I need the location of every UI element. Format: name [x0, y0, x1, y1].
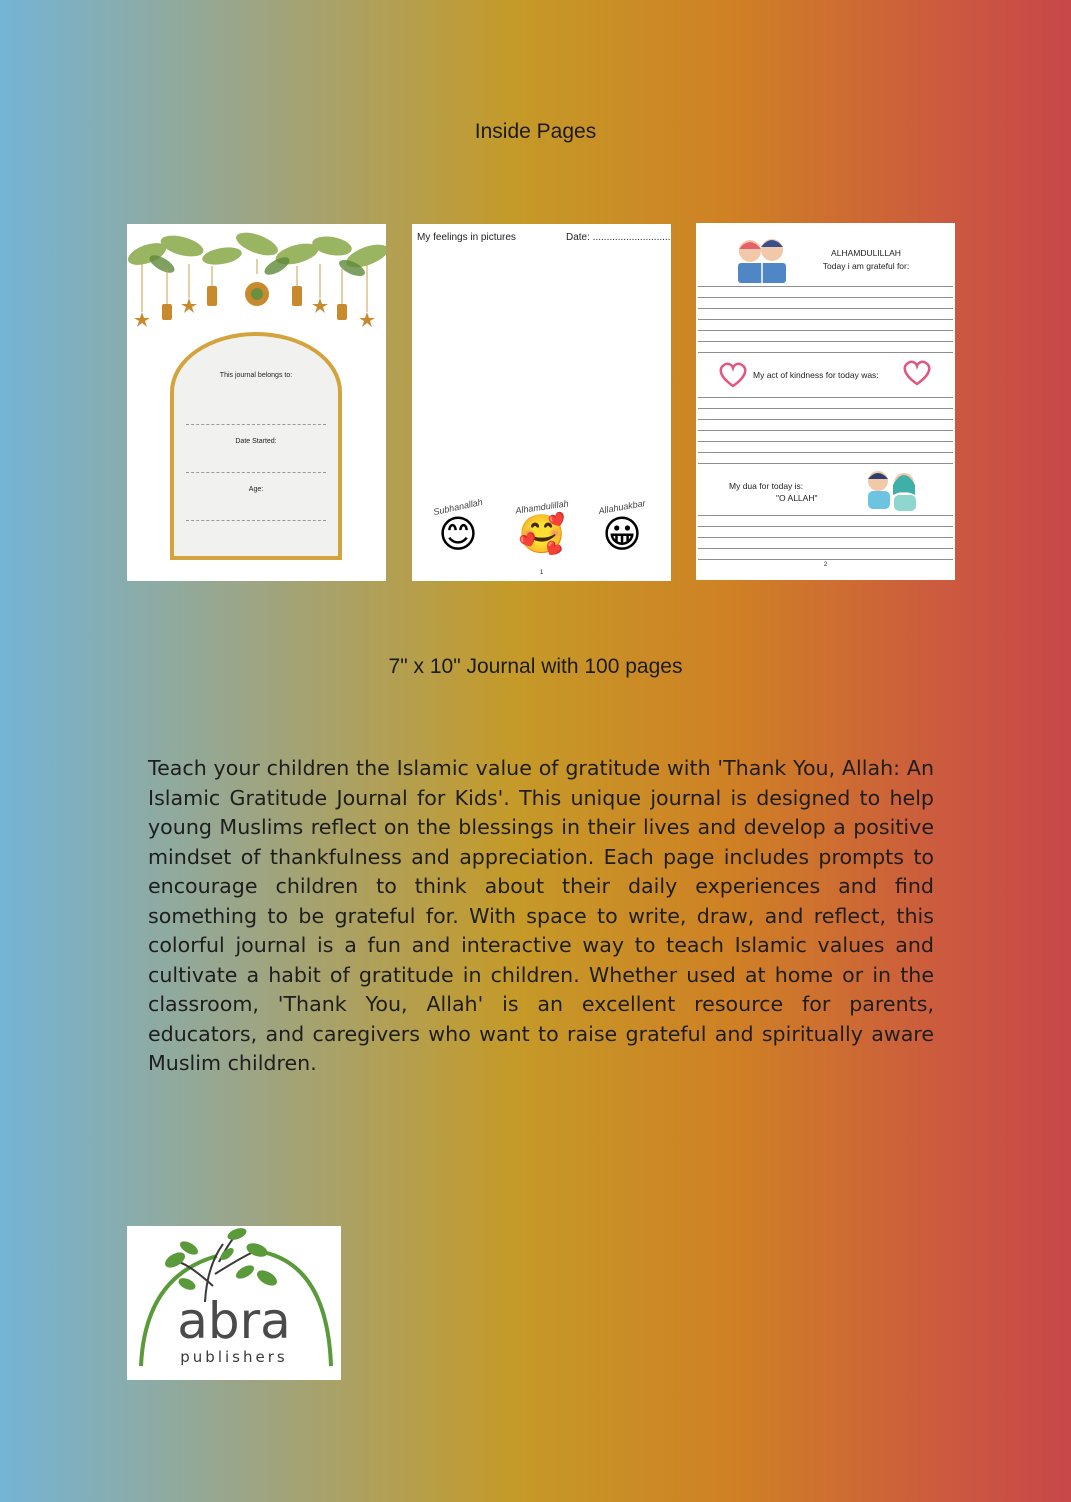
- gratitude-subtitle: Today i am grateful for:: [822, 261, 910, 271]
- children-praying-illustration: [862, 467, 922, 513]
- inside-page-gratitude: [696, 223, 955, 580]
- writing-lines: [698, 397, 953, 474]
- kindness-label: My act of kindness for today was:: [753, 370, 879, 380]
- heart-icon: [716, 359, 750, 389]
- leaf-garland-with-lanterns-illustration: [127, 224, 386, 334]
- section-title: Inside Pages: [474, 120, 597, 143]
- emoji-item: [510, 498, 574, 556]
- emoji-caption: Allahuakbar: [597, 497, 647, 517]
- gratitude-title: ALHAMDULILLAH: [831, 248, 901, 258]
- emoji-caption: Subhanallah: [432, 496, 484, 518]
- format-label: 7" x 10" Journal with 100 pages: [388, 655, 683, 678]
- smiling-face-hearts-icon: 🥰: [518, 512, 566, 556]
- emoji-item: [590, 497, 654, 556]
- heart-icon: [900, 357, 934, 387]
- dotted-line: [186, 520, 326, 521]
- feelings-date-label: Date: ............................: [566, 232, 671, 243]
- belongs-label: This journal belongs to:: [219, 372, 293, 379]
- emoji-item: [426, 496, 490, 556]
- logo-tagline: publishers: [180, 1348, 288, 1366]
- dua-label: My dua for today is:: [729, 481, 804, 491]
- dotted-line: [186, 424, 326, 425]
- date-started-label: Date Started:: [235, 438, 277, 445]
- children-reading-illustration: [730, 235, 794, 285]
- inside-page-feelings: [412, 224, 671, 581]
- publisher-logo: [127, 1226, 341, 1380]
- inside-page-cover: [127, 224, 386, 581]
- description-paragraph: Teach your children the Islamic value of gratitude with 'Thank You, Allah: An Islamic Gratitude Journal for Kids'. This unique journal is designed to help young Muslims reflect on the blessings in their lives and develop a positive mindset of thankfulness and appreciation. Each page includes prompts to encourage children to think about their daily experiences and find something to be grateful for. With space to write, draw, and reflect, this colorful journal is a fun and interactive way to teach Islamic values and cultivate a habit of gratitude in children. Whether used at home or in the classroom, 'Thank You, Allah' is an excellent resource for parents, educators, and caregivers who want to raise grateful and spiritually aware Muslim children.: [148, 756, 934, 1075]
- name-plate-frame: [170, 332, 342, 560]
- grinning-face-icon: 😀: [602, 512, 642, 556]
- page-number: 1: [539, 570, 544, 576]
- logo-wordmark: abra: [177, 1292, 291, 1350]
- age-label: Age:: [248, 486, 264, 493]
- smiling-face-icon: 😊: [438, 512, 478, 556]
- feelings-title: My feelings in pictures: [417, 232, 516, 243]
- emoji-caption: Alhamdulillah: [514, 498, 570, 516]
- page-number: 2: [823, 562, 828, 568]
- dotted-line: [186, 472, 326, 473]
- dua-text: "O ALLAH": [776, 493, 818, 503]
- writing-lines: [698, 286, 953, 363]
